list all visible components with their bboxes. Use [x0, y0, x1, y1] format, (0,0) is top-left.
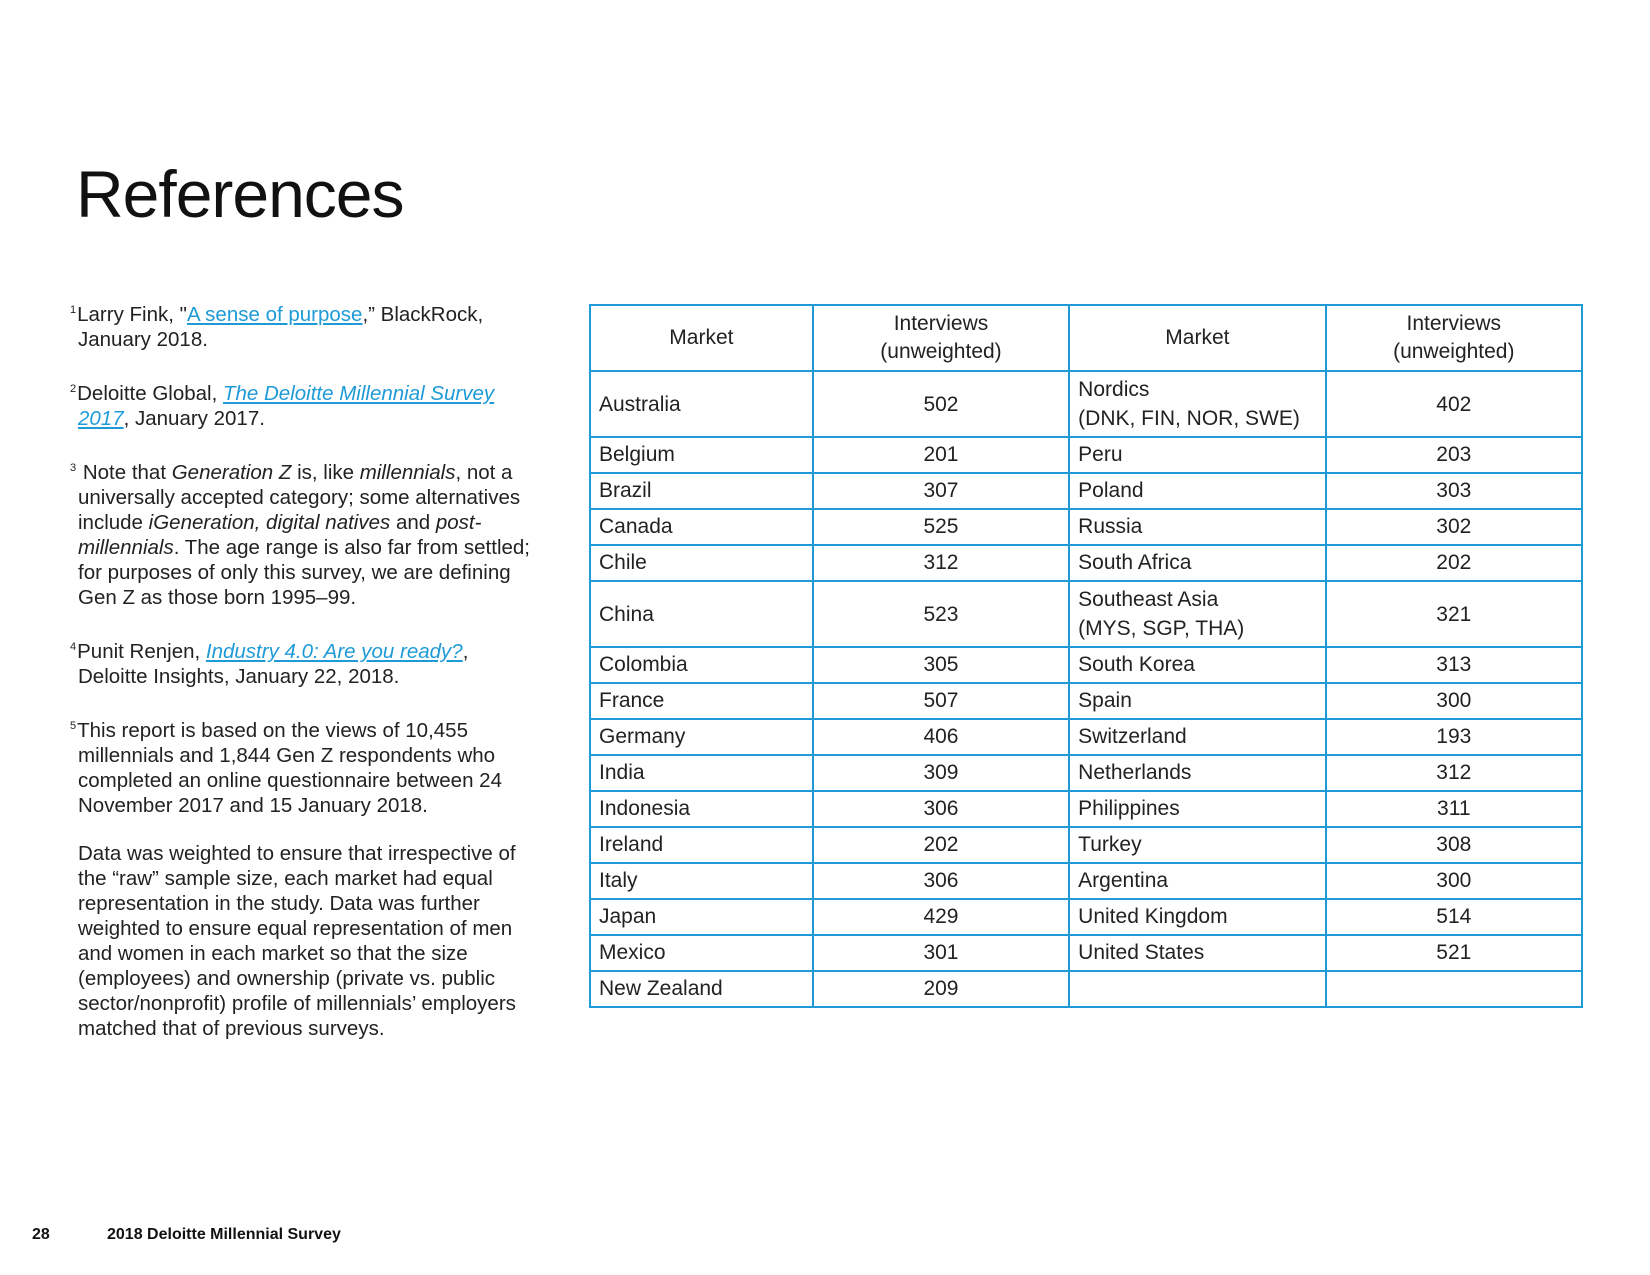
interviews-cell: 321 — [1326, 581, 1582, 647]
reference-link[interactable]: Industry 4.0: Are you ready? — [205, 640, 463, 663]
table-row — [590, 971, 1582, 1007]
note-italic: iGeneration, digital natives — [148, 511, 391, 534]
market-cell: Germany — [590, 719, 813, 755]
note-text: Deloitte Global, — [77, 382, 223, 405]
interviews-cell — [1326, 971, 1582, 1007]
header-line: (unweighted) — [1393, 340, 1515, 363]
market-cell: Canada — [590, 509, 813, 545]
interviews-cell: 306 — [813, 863, 1069, 899]
header-line: (unweighted) — [880, 340, 1002, 363]
note-italic: Generation Z — [171, 461, 292, 484]
note-text: and — [390, 511, 436, 534]
market-cell: China — [590, 581, 813, 647]
market-cell: Poland — [1069, 473, 1325, 509]
market-cell: Ireland — [590, 827, 813, 863]
reference-note — [70, 456, 540, 610]
footnote-number: 3 — [70, 462, 77, 474]
market-cell: Colombia — [590, 647, 813, 683]
note-text: , January 2017. — [123, 407, 265, 430]
table-row — [590, 473, 1582, 509]
table-row — [590, 791, 1582, 827]
footnote-number: 5 — [70, 720, 77, 732]
market-cell: Chile — [590, 545, 813, 581]
market-cell: Peru — [1069, 437, 1325, 473]
market-table — [589, 304, 1583, 1008]
interviews-header — [1326, 305, 1582, 371]
note-text: Punit Renjen, — [77, 640, 206, 663]
footnote-number: 4 — [70, 641, 77, 653]
footnote-number: 1 — [70, 304, 77, 316]
note-text: Note that — [77, 461, 172, 484]
interviews-cell: 311 — [1326, 791, 1582, 827]
interviews-cell: 300 — [1326, 683, 1582, 719]
note-text: This report is based on the views of 10,455 millennials and 1,844 Gen Z respondents who completed an online questionnaire between 24 November 2017 and 15 January 2018. — [77, 719, 502, 817]
market-cell — [1069, 971, 1325, 1007]
interviews-cell: 514 — [1326, 899, 1582, 935]
interviews-header — [813, 305, 1069, 371]
table-row — [590, 509, 1582, 545]
market-cell: New Zealand — [590, 971, 813, 1007]
interviews-cell: 507 — [813, 683, 1069, 719]
note-text: Larry Fink, " — [77, 303, 187, 326]
table-row — [590, 899, 1582, 935]
table-row — [590, 581, 1582, 647]
table-row — [590, 683, 1582, 719]
market-cell: South Korea — [1069, 647, 1325, 683]
interviews-cell: 306 — [813, 791, 1069, 827]
market-cell: Philippines — [1069, 791, 1325, 827]
market-cell: South Africa — [1069, 545, 1325, 581]
market-name: Southeast Asia — [1078, 588, 1219, 611]
interviews-cell: 209 — [813, 971, 1069, 1007]
market-cell: France — [590, 683, 813, 719]
header-line: Interviews — [1406, 312, 1502, 335]
market-cell: Netherlands — [1069, 755, 1325, 791]
market-cell: Japan — [590, 899, 813, 935]
table-row — [590, 827, 1582, 863]
note-text: , not a universally accepted category; some alternatives include — [78, 461, 521, 534]
table-row — [590, 863, 1582, 899]
publication-title: 2018 Deloitte Millennial Survey — [107, 1226, 341, 1243]
table-row — [590, 371, 1582, 437]
market-cell: United Kingdom — [1069, 899, 1325, 935]
market-cell: United States — [1069, 935, 1325, 971]
interviews-cell: 303 — [1326, 473, 1582, 509]
interviews-cell: 201 — [813, 437, 1069, 473]
interviews-cell: 300 — [1326, 863, 1582, 899]
interviews-cell: 406 — [813, 719, 1069, 755]
market-cell: Australia — [590, 371, 813, 437]
market-cell: Indonesia — [590, 791, 813, 827]
page-title: References — [76, 157, 404, 232]
interviews-cell: 302 — [1326, 509, 1582, 545]
page-number: 28 — [32, 1226, 50, 1243]
weighting-paragraph: Data was weighted to ensure that irrespective of the “raw” sample size, each market had equal representation in the study. Data was further weighted to ensure equal representation of men and women in each market so that the size (employees) and ownership (private vs. public sector/nonprofit) profile of millennials’ employers matched that of previous surveys. — [78, 842, 516, 1040]
interviews-cell: 312 — [813, 545, 1069, 581]
interviews-cell: 312 — [1326, 755, 1582, 791]
note-text: , Deloitte Insights, January 22, 2018. — [78, 640, 469, 688]
table-body — [590, 371, 1582, 1007]
reference-note — [70, 298, 540, 352]
note-italic: post-millennials — [78, 511, 482, 559]
references-list — [70, 298, 540, 1041]
table-row — [590, 545, 1582, 581]
interviews-cell: 523 — [813, 581, 1069, 647]
reference-note — [70, 714, 540, 818]
interviews-cell: 313 — [1326, 647, 1582, 683]
reference-link[interactable]: The Deloitte Millennial Survey 2017 — [78, 382, 495, 430]
interviews-cell: 525 — [813, 509, 1069, 545]
interviews-cell: 193 — [1326, 719, 1582, 755]
market-cell: Argentina — [1069, 863, 1325, 899]
market-cell: Turkey — [1069, 827, 1325, 863]
reference-link[interactable]: A sense of purpose — [186, 303, 363, 326]
note-text: ,” BlackRock, January 2018. — [78, 303, 484, 351]
market-cell: India — [590, 755, 813, 791]
market-name: Nordics — [1078, 378, 1150, 401]
reference-note — [70, 635, 540, 689]
market-cell: Brazil — [590, 473, 813, 509]
interviews-cell: 301 — [813, 935, 1069, 971]
market-cell — [1069, 581, 1325, 647]
market-cell: Russia — [1069, 509, 1325, 545]
note-text: . The age range is also far from settled; for purposes of only this survey, we are defining Gen Z as those born 1995–99. — [78, 536, 530, 609]
market-cell: Spain — [1069, 683, 1325, 719]
interviews-cell: 203 — [1326, 437, 1582, 473]
market-countries: (MYS, SGP, THA) — [1078, 617, 1245, 640]
interviews-cell: 502 — [813, 371, 1069, 437]
table-row — [590, 437, 1582, 473]
page-footer — [32, 1226, 341, 1244]
table-row — [590, 755, 1582, 791]
market-cell: Mexico — [590, 935, 813, 971]
header-line: Interviews — [893, 312, 989, 335]
table-row — [590, 719, 1582, 755]
reference-note — [70, 377, 540, 431]
interviews-cell: 308 — [1326, 827, 1582, 863]
interviews-cell: 402 — [1326, 371, 1582, 437]
market-cell: Belgium — [590, 437, 813, 473]
market-cell — [1069, 371, 1325, 437]
interviews-cell: 521 — [1326, 935, 1582, 971]
market-header: Market — [590, 305, 813, 371]
table-header-row — [590, 305, 1582, 371]
footnote-number: 2 — [70, 383, 77, 395]
market-header: Market — [1069, 305, 1325, 371]
interviews-cell: 429 — [813, 899, 1069, 935]
interviews-cell: 202 — [1326, 545, 1582, 581]
market-countries: (DNK, FIN, NOR, SWE) — [1078, 407, 1300, 430]
market-cell: Italy — [590, 863, 813, 899]
interviews-cell: 309 — [813, 755, 1069, 791]
interviews-cell: 202 — [813, 827, 1069, 863]
table-row — [590, 935, 1582, 971]
interviews-cell: 305 — [813, 647, 1069, 683]
interviews-cell: 307 — [813, 473, 1069, 509]
market-cell: Switzerland — [1069, 719, 1325, 755]
table-row — [590, 647, 1582, 683]
note-text: is, like — [291, 461, 360, 484]
note-italic: millennials — [359, 461, 456, 484]
